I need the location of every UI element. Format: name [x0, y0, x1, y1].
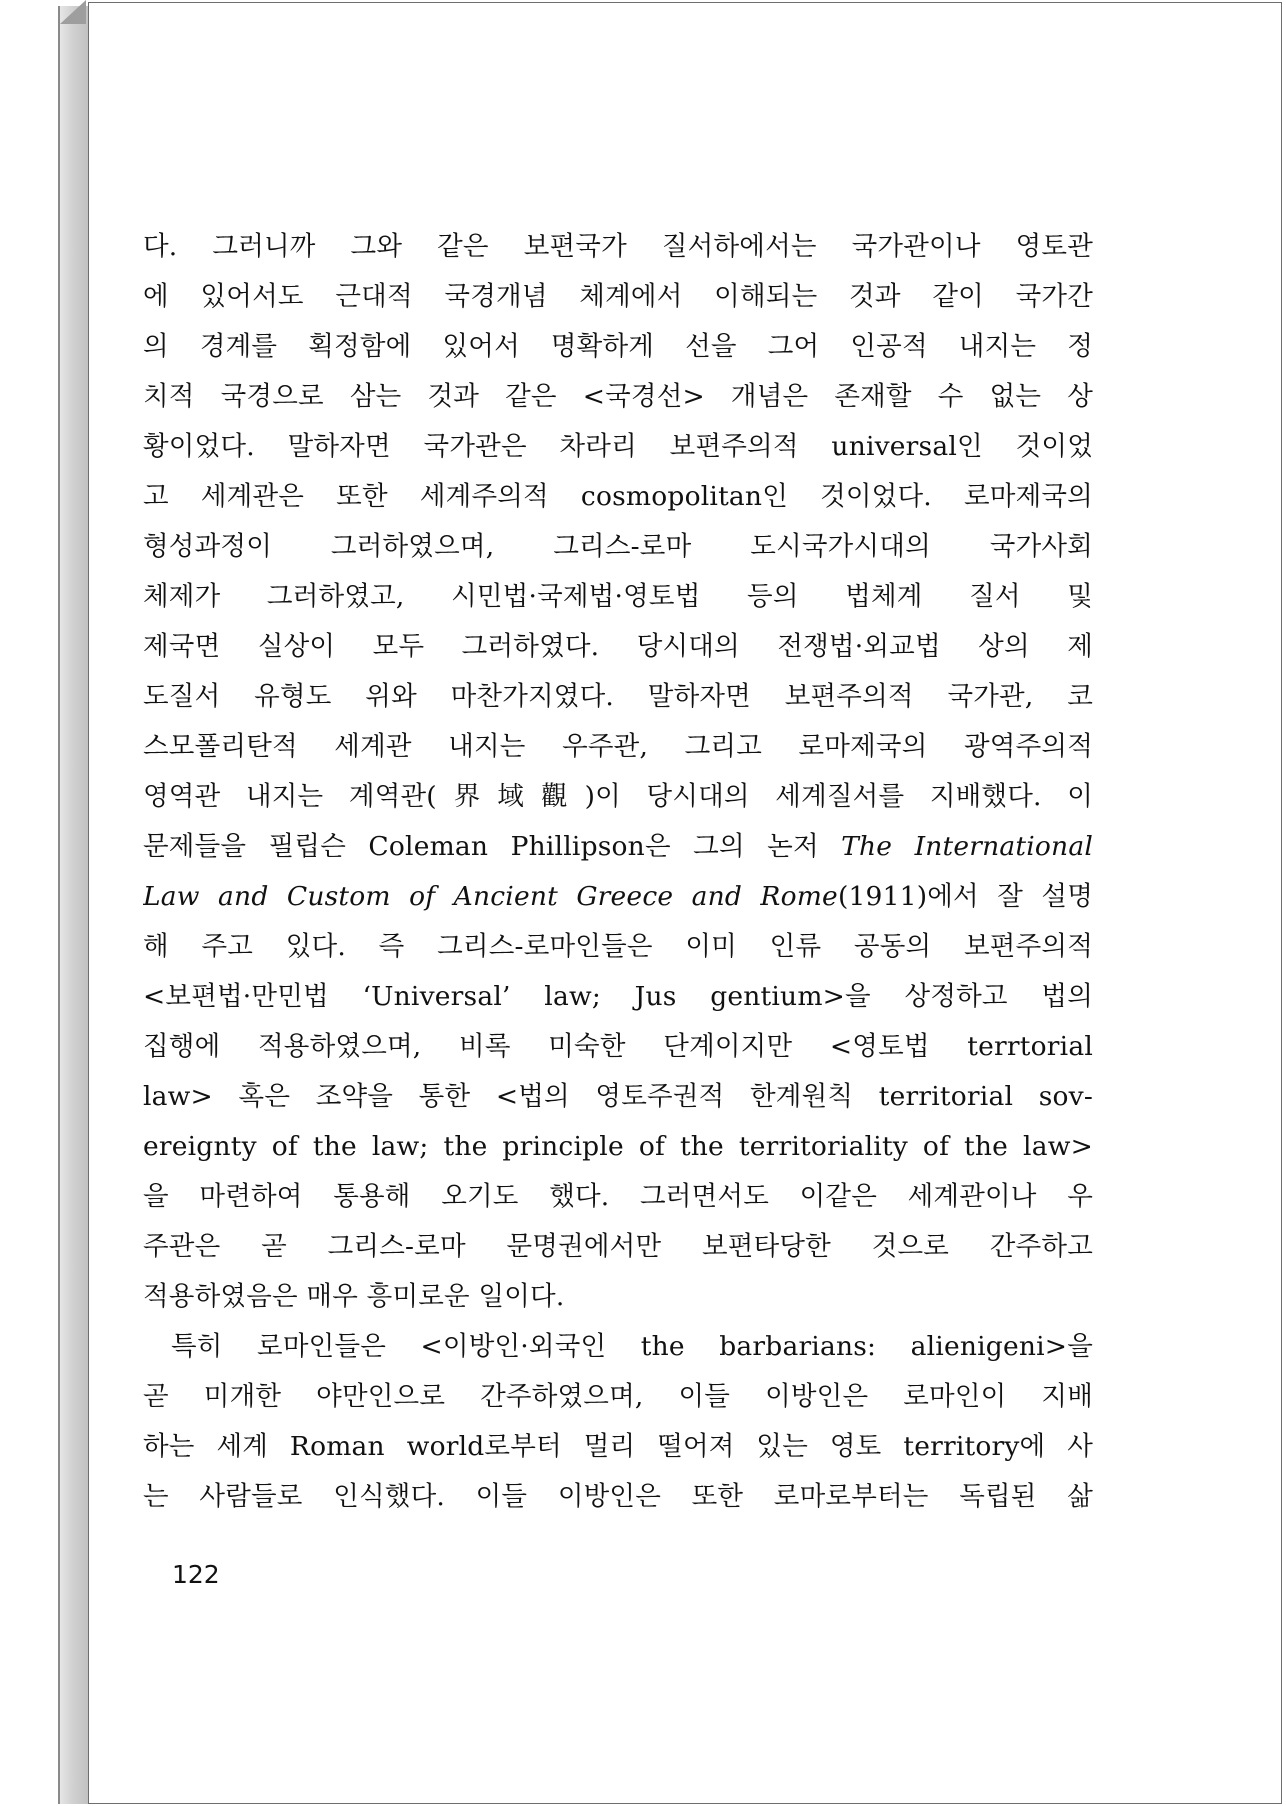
page-number: 122 — [172, 1560, 220, 1589]
text-line: 에 있어서도 근대적 국경개념 체계에서 이해되는 것과 같이 국가간 — [143, 281, 1093, 312]
paragraph-start-line: 특히 로마인들은 <이방인·외국인 the barbarians: alienigeni>을 — [171, 1331, 1093, 1362]
text-line: 의 경계를 획정함에 있어서 명확하게 선을 그어 인공적 내지는 정 — [143, 331, 1093, 362]
text-line: 황이었다. 말하자면 국가관은 차라리 보편주의적 universal인 것이었 — [143, 431, 1093, 462]
text-line: 하는 세계 Roman world로부터 멀리 떨어져 있는 영토 territory에 사 — [143, 1431, 1093, 1462]
text-line: 도질서 유형도 위와 마찬가지였다. 말하자면 보편주의적 국가관, 코 — [143, 681, 1093, 712]
book-title-italic: The International — [841, 831, 1093, 862]
text-line: 고 세계관은 또한 세계주의적 cosmopolitan인 것이었다. 로마제국의 — [143, 481, 1093, 512]
text-line: law> 혹은 조약을 통한 <법의 영토주권적 한계원칙 territorial sov- — [143, 1081, 1093, 1112]
book-spine — [58, 6, 90, 1804]
text-line: ereignty of the law; the principle of the territoriality of the law> — [143, 1131, 1093, 1162]
text-line: 영역관 내지는 계역관(界域觀)이 당시대의 세계질서를 지배했다. 이 — [143, 781, 1093, 812]
text-line: <보편법·만민법 ‘Universal’ law; Jus gentium>을 상정하고 법의 — [143, 981, 1093, 1012]
text-line: 을 마련하여 통용해 오기도 했다. 그러면서도 이같은 세계관이나 우 — [143, 1181, 1093, 1212]
book-title-italic: Law and Custom of Ancient Greece and Rome — [143, 881, 838, 912]
text-line: 형성과정이 그러하였으며, 그리스-로마 도시국가시대의 국가사회 — [143, 531, 1093, 562]
text-line: 다. 그러니까 그와 같은 보편국가 질서하에서는 국가관이나 영토관 — [143, 231, 1093, 262]
text-line-segment: 문제들을 필립슨 Coleman Phillipson은 그의 논저 — [143, 831, 842, 862]
text-line: 체제가 그러하였고, 시민법·국제법·영토법 등의 법체계 질서 및 — [143, 581, 1093, 612]
text-line: 집행에 적용하였으며, 비록 미숙한 단계이지만 <영토법 terrtorial — [143, 1031, 1093, 1062]
text-line-with-title — [143, 822, 1093, 872]
body-text — [143, 222, 1093, 1522]
text-line: 스모폴리탄적 세계관 내지는 우주관, 그리고 로마제국의 광역주의적 — [143, 731, 1093, 762]
book-spine-top-edge — [60, 0, 86, 24]
text-line: 주관은 곧 그리스-로마 문명권에서만 보편타당한 것으로 간주하고 — [143, 1231, 1093, 1262]
text-line: 는 사람들로 인식했다. 이들 이방인은 또한 로마로부터는 독립된 삶 — [143, 1481, 1093, 1512]
text-line: 제국면 실상이 모두 그러하였다. 당시대의 전쟁법·외교법 상의 제 — [143, 631, 1093, 662]
text-line-with-title — [143, 872, 1093, 922]
text-line-segment: (1911)에서 잘 설명 — [837, 881, 1093, 912]
text-line: 곧 미개한 야만인으로 간주하였으며, 이들 이방인은 로마인이 지배 — [143, 1381, 1093, 1412]
text-line: 치적 국경으로 삼는 것과 같은 <국경선> 개념은 존재할 수 없는 상 — [143, 381, 1093, 412]
paragraph-end-line: 적용하였음은 매우 흥미로운 일이다. — [143, 1281, 565, 1312]
text-line: 해 주고 있다. 즉 그리스-로마인들은 이미 인류 공동의 보편주의적 — [143, 931, 1093, 962]
